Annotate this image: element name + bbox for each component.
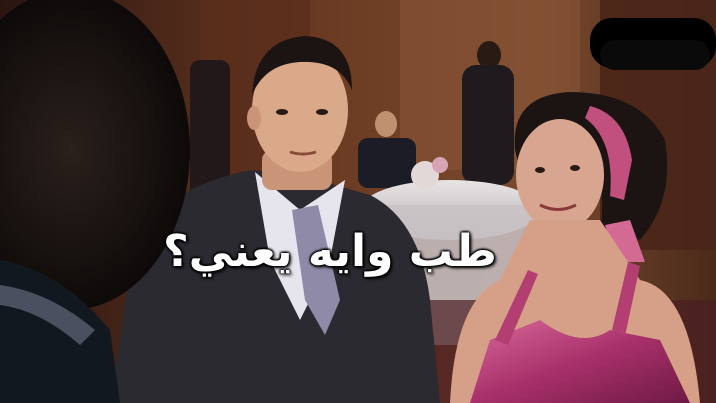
woman-eye-left bbox=[535, 167, 545, 173]
woman-eye-right bbox=[570, 165, 580, 171]
flower-centerpiece-2 bbox=[432, 157, 448, 173]
man-eye-right bbox=[316, 109, 328, 115]
woman-face bbox=[516, 119, 604, 231]
man-ear bbox=[247, 106, 261, 130]
background-guest-body bbox=[462, 65, 514, 185]
subtitle-caption: طب وايه يعني؟ bbox=[163, 226, 497, 277]
background-guest-head bbox=[477, 41, 501, 69]
watermark-redaction-2 bbox=[600, 40, 710, 70]
seated-guest-head bbox=[375, 111, 397, 137]
seated-guest-body bbox=[358, 138, 416, 188]
man-eye-left bbox=[276, 109, 288, 115]
